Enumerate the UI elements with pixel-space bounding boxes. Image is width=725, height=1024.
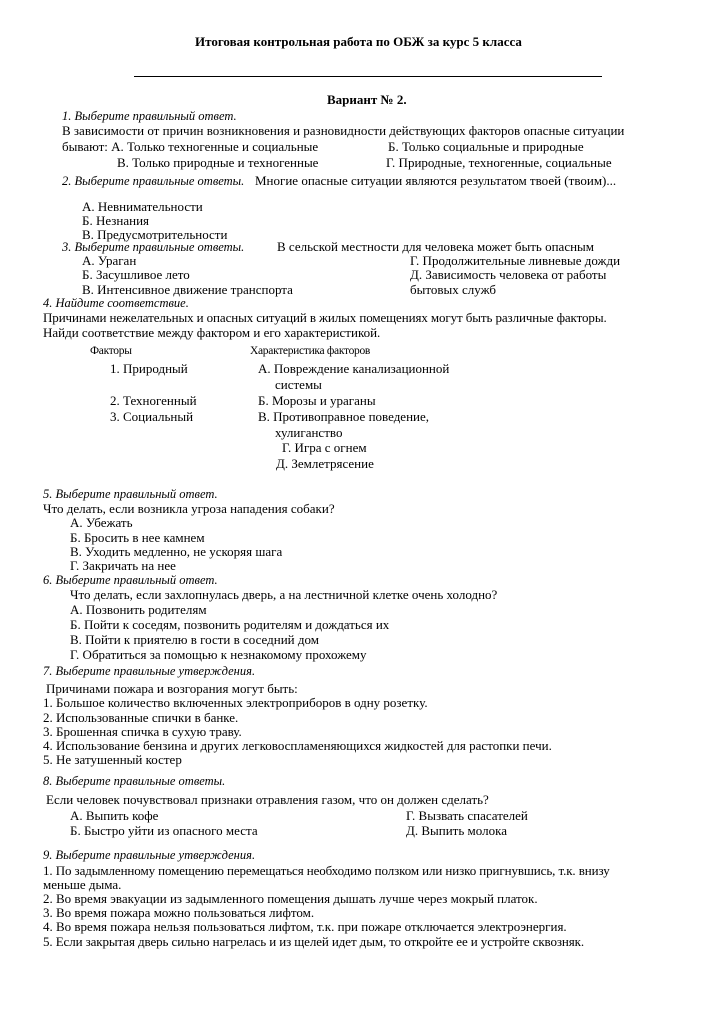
q8-option-b: Б. Быстро уйти из опасного места xyxy=(70,823,258,838)
q9-item-2: 2. Во время эвакуации из задымленного помещения дышать лучше через мокрый платок. xyxy=(43,891,538,906)
q4-column-characteristics: Характеристика факторов xyxy=(250,345,371,357)
q5-instruction: 5. Выберите правильный ответ. xyxy=(43,487,218,501)
q5-option-v: В. Уходить медленно, не ускоряя шага xyxy=(70,544,283,559)
q3-option-a: А. Ураган xyxy=(82,253,137,268)
divider-line xyxy=(134,76,602,77)
q1-option-g: Г. Природные, техногенные, социальные xyxy=(386,155,612,170)
q4-char-a-cont: системы xyxy=(275,377,322,392)
q7-item-4: 4. Использование бензина и других легковоспламеняющихся жидкостей для растопки печи. xyxy=(43,738,552,753)
q1-option-v: В. Только природные и техногенные xyxy=(117,155,319,170)
q3-option-b: Б. Засушливое лето xyxy=(82,267,190,282)
q4-column-factors: Факторы xyxy=(90,345,132,357)
q9-item-4: 4. Во время пожара нельзя пользоваться лифтом, т.к. при пожаре отключается электроэнергия. xyxy=(43,919,567,934)
q8-instruction: 8. Выберите правильные ответы. xyxy=(43,774,226,788)
q4-factor-3: 3. Социальный xyxy=(110,409,194,424)
q6-option-b: Б. Пойти к соседям, позвонить родителям и дождаться их xyxy=(70,617,390,632)
q4-char-a: А. Повреждение канализационной xyxy=(258,361,450,376)
q4-factor-2: 2. Техногенный xyxy=(110,393,197,408)
q6-option-v: В. Пойти к приятелю в гости в соседний дом xyxy=(70,632,319,647)
q5-option-g: Г. Закричать на нее xyxy=(70,558,176,573)
q4-char-v: В. Противоправное поведение, xyxy=(258,409,430,424)
variant-heading: Вариант № 2. xyxy=(327,92,407,107)
q1-option-a: бывают: А. Только техногенные и социальные xyxy=(62,139,319,154)
q4-char-d: Д. Землетрясение xyxy=(276,456,374,471)
q6-text: Что делать, если захлопнулась дверь, а на лестничной клетке очень холодно? xyxy=(70,587,498,602)
q3-instruction: 3. Выберите правильные ответы. xyxy=(62,240,245,254)
q1-text: В зависимости от причин возникновения и разновидности действующих факторов опасные ситуации xyxy=(62,123,625,138)
q1-option-b: Б. Только социальные и природные xyxy=(388,139,584,154)
q7-instruction: 7. Выберите правильные утверждения. xyxy=(43,664,256,678)
q8-option-g: Г. Вызвать спасателей xyxy=(406,808,528,823)
page-title: Итоговая контрольная работа по ОБЖ за курс 5 класса xyxy=(195,34,522,49)
q9-instruction: 9. Выберите правильные утверждения. xyxy=(43,848,256,862)
q2-option-v: В. Предусмотрительности xyxy=(82,227,228,242)
q3-text: В сельской местности для человека может быть опасным xyxy=(277,239,595,254)
q7-item-3: 3. Брошенная спичка в сухую траву. xyxy=(43,724,242,739)
q5-text: Что делать, если возникла угроза нападения собаки? xyxy=(43,501,335,516)
q3-option-g: Г. Продолжительные ливневые дожди xyxy=(410,253,621,268)
q4-instruction: 4. Найдите соответствие. xyxy=(43,296,189,310)
q7-item-5: 5. Не затушенный костер xyxy=(43,752,182,767)
q6-instruction: 6. Выберите правильный ответ. xyxy=(43,573,218,587)
q4-char-v-cont: хулиганство xyxy=(275,425,343,440)
q1-instruction: 1. Выберите правильный ответ. xyxy=(62,109,237,123)
q6-option-g: Г. Обратиться за помощью к незнакомому прохожему xyxy=(70,647,367,662)
q6-option-a: А. Позвонить родителям xyxy=(70,602,207,617)
q4-text-line1: Причинами нежелательных и опасных ситуаций в жилых помещениях могут быть различные факторы. xyxy=(43,310,607,325)
q7-text: Причинами пожара и возгорания могут быть: xyxy=(46,681,298,696)
q4-factor-1: 1. Природный xyxy=(110,361,188,376)
q9-item-1-cont: меньше дыма. xyxy=(43,877,122,892)
q3-option-v: В. Интенсивное движение транспорта xyxy=(82,282,293,297)
q2-option-b: Б. Незнания xyxy=(82,213,150,228)
q4-char-b: Б. Морозы и ураганы xyxy=(258,393,376,408)
q4-char-g: Г. Игра с огнем xyxy=(282,440,367,455)
q2-instruction: 2. Выберите правильные ответы. xyxy=(62,174,245,188)
q4-text-line2: Найди соответствие между фактором и его характеристикой. xyxy=(43,325,381,340)
q2-text: Многие опасные ситуации являются результатом твоей (твоим)... xyxy=(255,173,617,188)
q7-item-2: 2. Использованные спички в банке. xyxy=(43,710,239,725)
q3-option-d-cont: бытовых служб xyxy=(410,282,496,297)
q2-option-a: А. Невнимательности xyxy=(82,199,203,214)
q9-item-1: 1. По задымленному помещению перемещаться необходимо ползком или низко пригнувшись, т.к. внизу xyxy=(43,863,610,878)
q7-item-1: 1. Большое количество включенных электроприборов в одну розетку. xyxy=(43,695,428,710)
q5-option-b: Б. Бросить в нее камнем xyxy=(70,530,205,545)
q8-option-d: Д. Выпить молока xyxy=(406,823,507,838)
q5-option-a: А. Убежать xyxy=(70,515,133,530)
q9-item-3: 3. Во время пожара можно пользоваться лифтом. xyxy=(43,905,315,920)
q3-option-d: Д. Зависимость человека от работы xyxy=(410,267,607,282)
q9-item-5: 5. Если закрытая дверь сильно нагрелась и из щелей идет дым, то откройте ее и устройте сквозняк. xyxy=(43,934,585,949)
q8-option-a: А. Выпить кофе xyxy=(70,808,159,823)
q8-text: Если человек почувствовал признаки отравления газом, что он должен сделать? xyxy=(46,792,489,807)
